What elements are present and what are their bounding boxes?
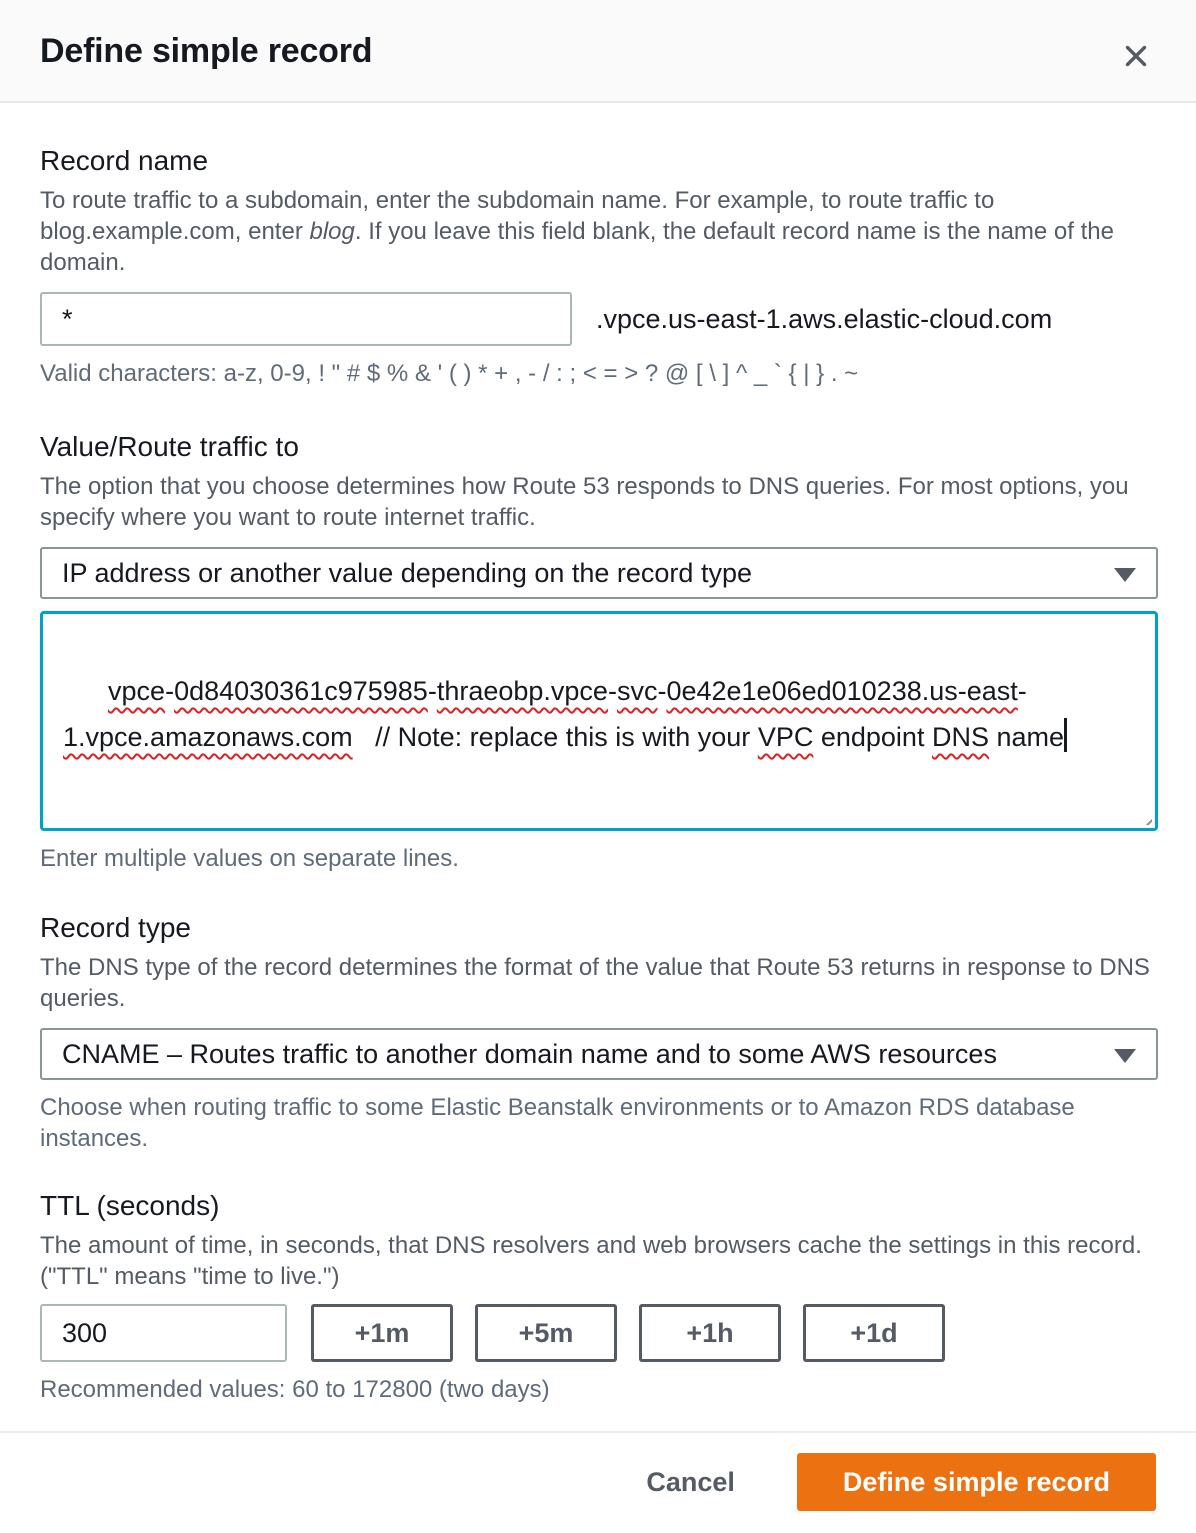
value-text-segment: vpce <box>108 676 166 706</box>
ttl-section <box>40 1188 1156 1405</box>
resize-grip[interactable] <box>1132 805 1152 825</box>
ttl-helper: Recommended values: 60 to 172800 (two days) <box>40 1376 550 1403</box>
ttl-input[interactable] <box>40 1304 287 1362</box>
value-route-description: The option that you choose determines how Route 53 responds to DNS queries. For most options, you specify where you want to route internet traffic. <box>40 473 1129 531</box>
define-simple-record-button[interactable]: Define simple record <box>797 1453 1156 1511</box>
value-text-segment: 0e42e1e06ed010238.us-east <box>666 676 1018 706</box>
value-text-segment: DNS <box>931 722 989 752</box>
value-text-segment: thraeobp.vpce <box>436 676 608 706</box>
record-type-section <box>40 910 1156 1154</box>
value-route-select-value: IP address or another value depending on the record type <box>62 557 752 588</box>
value-text-segment: svc <box>616 676 658 706</box>
value-route-select[interactable] <box>40 547 1158 599</box>
ttl-plus-5m-button[interactable]: +5m <box>475 1304 617 1362</box>
dropdown-caret-icon <box>1114 1049 1136 1063</box>
close-button[interactable] <box>1114 34 1158 78</box>
text-cursor <box>1064 718 1067 752</box>
ttl-plus-1d-button[interactable]: +1d <box>803 1304 945 1362</box>
dialog-footer <box>0 1431 1196 1533</box>
value-text-segment: - <box>165 676 175 706</box>
value-text-segment: - <box>427 676 437 706</box>
value-route-section <box>40 429 1156 874</box>
record-name-section <box>40 143 1156 389</box>
record-type-description: The DNS type of the record determines the format of the value that Route 53 returns in response to DNS queries. <box>40 954 1150 1012</box>
value-text-segment: - <box>657 676 667 706</box>
close-icon <box>1119 39 1153 73</box>
value-text-segment: - <box>1017 676 1027 706</box>
record-name-description-part1: To route traffic to a subdomain, enter the subdomain name. For example, to route traffic to blog.example.com, enter <box>40 187 995 245</box>
ttl-label: TTL (seconds) <box>40 1190 220 1221</box>
value-textarea-content <box>63 676 1064 752</box>
cancel-button[interactable]: Cancel <box>628 1457 753 1508</box>
value-text-segment: // Note: replace this is with your <box>352 722 758 752</box>
record-type-select-value: CNAME – Routes traffic to another domain name and to some AWS resources <box>62 1038 997 1069</box>
value-textarea[interactable] <box>40 611 1158 831</box>
value-text-segment: VPC <box>757 722 814 752</box>
record-name-label: Record name <box>40 145 209 176</box>
record-type-select[interactable] <box>40 1028 1158 1080</box>
dialog-body <box>0 103 1196 1405</box>
value-text-segment: name <box>988 722 1065 752</box>
ttl-plus-1h-button[interactable]: +1h <box>639 1304 781 1362</box>
record-name-description <box>40 185 1156 278</box>
value-text-segment: 0d84030361c975985 <box>174 676 428 706</box>
value-text-segment: 1.vpce.amazonaws.com <box>63 722 353 752</box>
domain-suffix: .vpce.us-east-1.aws.elastic-cloud.com <box>596 303 1053 334</box>
dropdown-caret-icon <box>1114 568 1136 582</box>
dialog-header <box>0 0 1196 103</box>
record-type-label: Record type <box>40 912 191 943</box>
record-type-helper: Choose when routing traffic to some Elastic Beanstalk environments or to Amazon RDS database instances. <box>40 1094 1075 1152</box>
record-name-input[interactable] <box>40 292 572 346</box>
record-name-description-part2: . If you leave this field blank, the default record name is the name of the domain. <box>40 218 1114 276</box>
dialog-title: Define simple record <box>40 32 373 70</box>
value-text-segment: endpoint <box>813 722 932 752</box>
record-name-description-italic: blog <box>309 218 355 245</box>
ttl-plus-1m-button[interactable]: +1m <box>311 1304 453 1362</box>
ttl-description: The amount of time, in seconds, that DNS resolvers and web browsers cache the settings in this record. ("TTL" means "time to live.") <box>40 1232 1142 1290</box>
value-route-helper: Enter multiple values on separate lines. <box>40 845 459 872</box>
value-text-segment: - <box>607 676 617 706</box>
value-route-label: Value/Route traffic to <box>40 431 299 462</box>
record-name-valid-characters: Valid characters: a-z, 0-9, ! " # $ % & ' ( ) * + , - / : ; < = > ? @ [ \ ] ^ _ ` { | } . ~ <box>40 360 859 387</box>
